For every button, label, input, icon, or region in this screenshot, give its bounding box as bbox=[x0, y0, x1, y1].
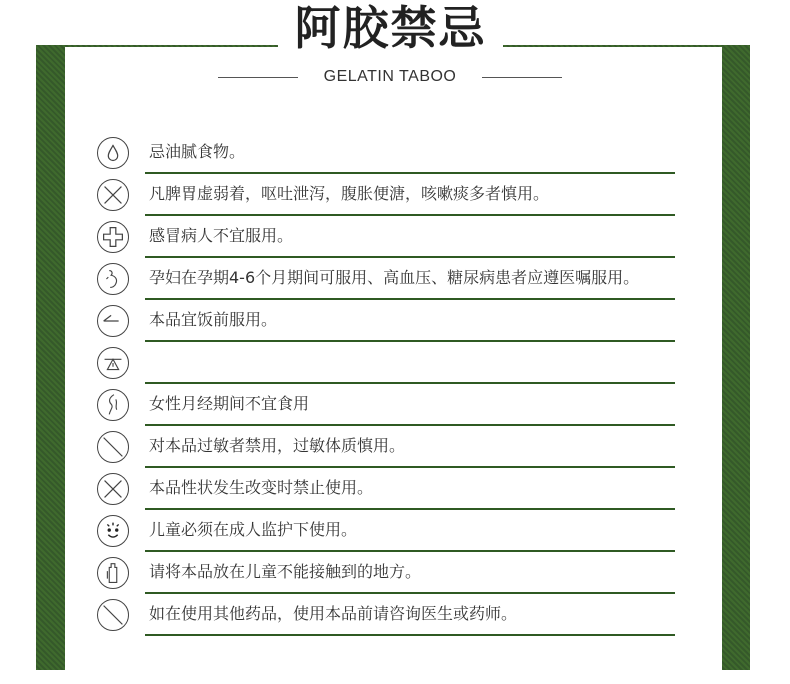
page-title: 阿胶禁忌 bbox=[278, 0, 503, 56]
item-text: 请将本品放在儿童不能接触到的地方。 bbox=[149, 562, 422, 581]
taboo-list bbox=[95, 132, 695, 636]
bottle-icon bbox=[97, 557, 129, 589]
warning-icon bbox=[97, 347, 129, 379]
arrow-icon bbox=[97, 305, 129, 337]
prohibited-icon bbox=[97, 599, 129, 631]
list-item bbox=[95, 132, 695, 174]
subtitle-right-line bbox=[482, 77, 562, 78]
drop-icon bbox=[97, 137, 129, 169]
female-figure-icon bbox=[97, 389, 129, 421]
list-item bbox=[95, 258, 695, 300]
list-item bbox=[95, 510, 695, 552]
item-text: 女性月经期间不宜食用 bbox=[149, 394, 310, 413]
item-text: 如在使用其他药品，使用本品前请咨询医生或药师。 bbox=[149, 604, 518, 623]
list-item bbox=[95, 174, 695, 216]
item-text: 儿童必须在成人监护下使用。 bbox=[149, 520, 358, 539]
item-text: 孕妇在孕期4-6个月期间可服用、高血压、糖尿病患者应遵医嘱服用。 bbox=[149, 268, 640, 287]
list-item bbox=[95, 468, 695, 510]
subtitle-left-line bbox=[218, 77, 298, 78]
list-item bbox=[95, 552, 695, 594]
item-text: 忌油腻食物。 bbox=[149, 142, 246, 161]
pregnant-icon bbox=[97, 263, 129, 295]
list-item bbox=[95, 342, 695, 384]
item-text: 凡脾胃虚弱着，呕吐泄泻，腹胀便溏，咳嗽痰多者慎用。 bbox=[149, 184, 550, 203]
cross-x-icon bbox=[97, 473, 129, 505]
page-subtitle: GELATIN TABOO bbox=[323, 68, 457, 85]
list-item bbox=[95, 216, 695, 258]
list-item bbox=[95, 300, 695, 342]
child-face-icon bbox=[97, 515, 129, 547]
item-text: 感冒病人不宜服用。 bbox=[149, 226, 294, 245]
cross-x-icon bbox=[97, 179, 129, 211]
subtitle-row bbox=[0, 66, 790, 88]
list-item bbox=[95, 384, 695, 426]
item-text: 本品性状发生改变时禁止使用。 bbox=[149, 478, 374, 497]
item-underline bbox=[145, 634, 675, 636]
item-text: 对本品过敏者禁用，过敏体质慎用。 bbox=[149, 436, 406, 455]
prohibited-icon bbox=[97, 431, 129, 463]
item-text: 本品宜饭前服用。 bbox=[149, 310, 278, 329]
list-item bbox=[95, 594, 695, 636]
medical-cross-icon bbox=[97, 221, 129, 253]
list-item bbox=[95, 426, 695, 468]
header bbox=[0, 0, 790, 56]
